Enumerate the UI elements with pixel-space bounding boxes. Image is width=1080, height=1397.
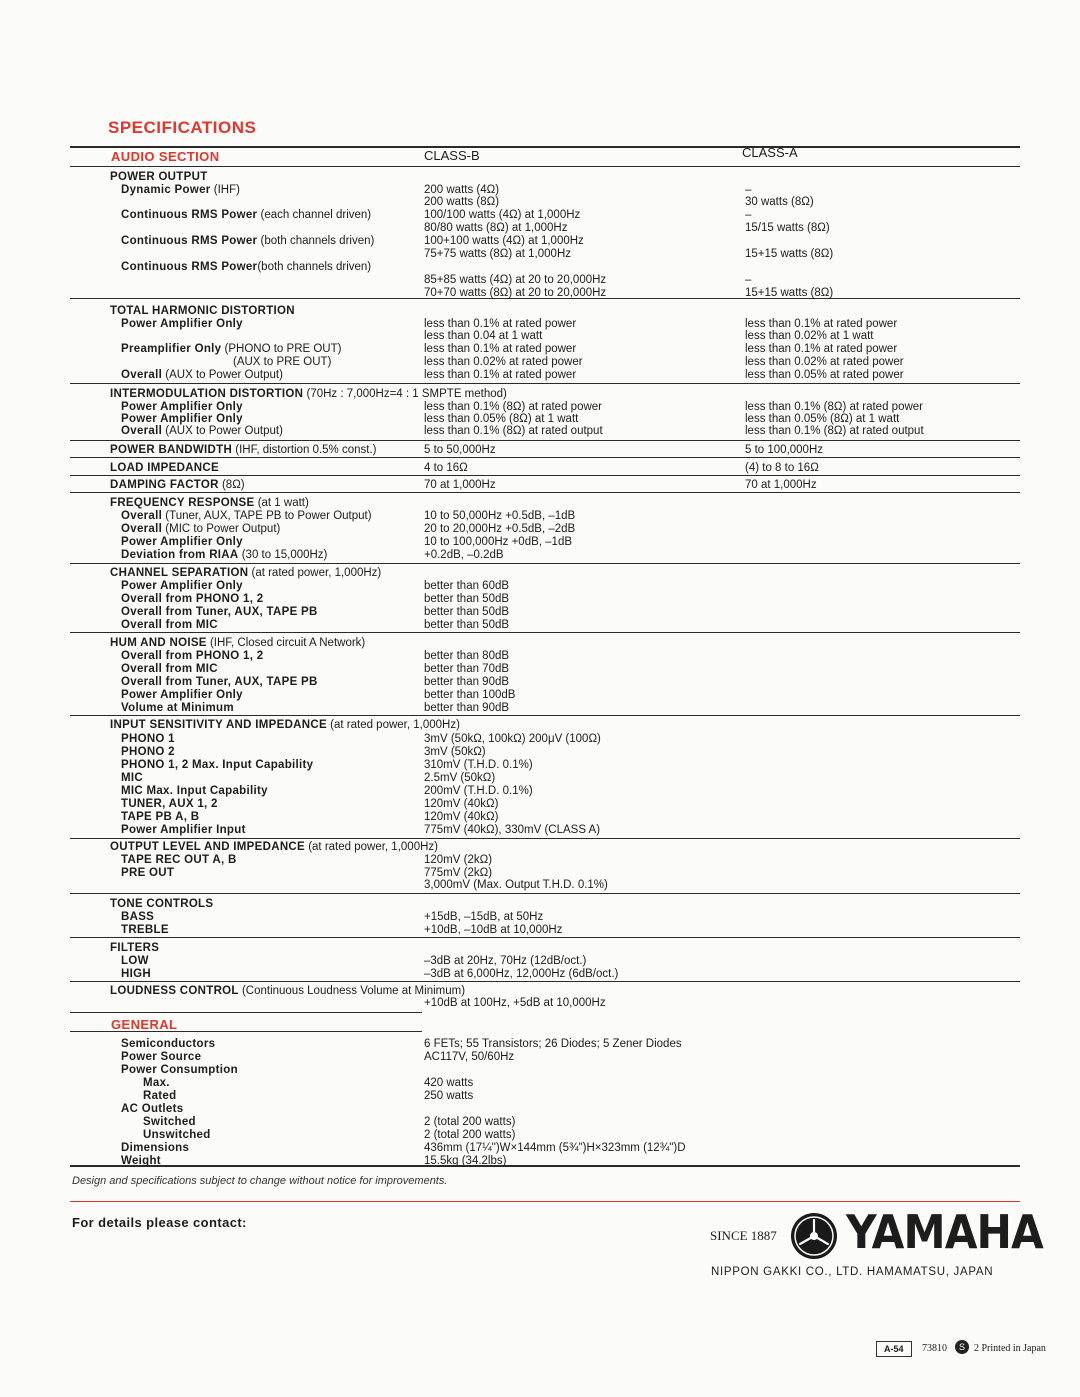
section-rule bbox=[70, 440, 1020, 441]
general-item-label: Weight bbox=[121, 1155, 161, 1167]
section-rule bbox=[70, 715, 1020, 716]
spec-item bbox=[121, 549, 327, 562]
spec-item-label: Overall from MIC bbox=[121, 663, 218, 675]
spec-item-label: Dynamic Power bbox=[121, 184, 211, 196]
section-rule bbox=[70, 632, 1020, 633]
spec-item bbox=[121, 510, 372, 523]
spec-item-label: PHONO 2 bbox=[121, 746, 175, 758]
class-b-value: better than 80dB bbox=[424, 650, 510, 662]
spec-heading-label: INTERMODULATION DISTORTION bbox=[110, 388, 304, 400]
spec-heading bbox=[110, 388, 507, 401]
audio-section-heading: AUDIO SECTION bbox=[111, 149, 220, 164]
general-rule bbox=[70, 1012, 422, 1013]
class-a-value: less than 0.1% at rated power bbox=[745, 343, 898, 355]
general-value: AC117V, 50/60Hz bbox=[424, 1051, 515, 1063]
spec-condition: (at rated power, 1,000Hz) bbox=[326, 719, 460, 731]
spec-item bbox=[121, 785, 268, 798]
yamaha-tuning-fork-logo-icon bbox=[790, 1212, 838, 1260]
spec-item bbox=[121, 824, 246, 837]
class-b-value: better than 50dB bbox=[424, 606, 510, 618]
class-b-value: +10dB at 100Hz, +5dB at 10,000Hz bbox=[424, 997, 606, 1009]
spec-item-label: Overall bbox=[121, 510, 163, 522]
class-b-value: better than 100dB bbox=[424, 689, 516, 701]
class-b-value: 310mV (T.H.D. 0.1%) bbox=[424, 759, 533, 771]
spec-condition: (Tuner, AUX, TAPE PB to Power Output) bbox=[162, 510, 372, 522]
contact-label: For details please contact: bbox=[72, 1215, 247, 1230]
spec-heading-label: POWER OUTPUT bbox=[110, 171, 208, 183]
general-value: 2 (total 200 watts) bbox=[424, 1129, 516, 1141]
spec-item bbox=[121, 318, 243, 331]
spec-condition: (70Hz : 7,000Hz=4 : 1 SMPTE method) bbox=[303, 388, 507, 400]
spec-item-label: Continuous RMS Power bbox=[121, 235, 258, 247]
general-item-label: Semiconductors bbox=[121, 1038, 216, 1050]
section-rule bbox=[70, 937, 1020, 938]
section-rule bbox=[70, 981, 1020, 982]
spec-heading-label: HUM AND NOISE bbox=[110, 637, 207, 649]
class-a-value: 5 to 100,000Hz bbox=[745, 444, 824, 456]
spec-item bbox=[121, 343, 341, 356]
spec-heading-label: POWER BANDWIDTH bbox=[110, 444, 233, 456]
spec-item-label: Power Amplifier Only bbox=[121, 536, 243, 548]
spec-item bbox=[121, 261, 371, 274]
spec-item bbox=[121, 911, 154, 924]
spec-item-label: Continuous RMS Power bbox=[121, 261, 258, 273]
class-a-value: less than 0.1% (8Ω) at rated power bbox=[745, 401, 923, 413]
spec-heading-label: OUTPUT LEVEL AND IMPEDANCE bbox=[110, 841, 306, 853]
spec-item bbox=[121, 209, 371, 222]
spec-condition: (IHF, Closed circuit A Network) bbox=[206, 637, 366, 649]
class-b-value: +10dB, –10dB at 10,000Hz bbox=[424, 924, 563, 936]
general-heading: GENERAL bbox=[111, 1017, 178, 1032]
spec-item bbox=[121, 676, 318, 689]
spec-condition: (IHF, distortion 0.5% const.) bbox=[232, 444, 377, 456]
spec-item-label: TAPE PB A, B bbox=[121, 811, 200, 823]
section-rule bbox=[70, 563, 1020, 564]
spec-item bbox=[121, 593, 263, 606]
class-b-value: less than 0.04 at 1 watt bbox=[424, 330, 543, 342]
general-item-label: Dimensions bbox=[121, 1142, 190, 1154]
spec-item-sub-label: (AUX to PRE OUT) bbox=[233, 356, 332, 368]
spec-heading bbox=[110, 898, 213, 911]
footer-number: 73810 bbox=[922, 1343, 947, 1354]
spec-heading-label: INPUT SENSITIVITY AND IMPEDANCE bbox=[110, 719, 327, 731]
section-rule bbox=[70, 475, 1020, 476]
spec-item-label: HIGH bbox=[121, 968, 151, 980]
spec-item-label: Continuous RMS Power bbox=[121, 209, 258, 221]
spec-item bbox=[121, 369, 283, 382]
spec-item-label: MIC bbox=[121, 772, 143, 784]
general-subitem-label: Max. bbox=[143, 1077, 170, 1089]
class-b-value: 2.5mV (50kΩ) bbox=[424, 772, 496, 784]
spec-item bbox=[121, 580, 243, 593]
general-item-label: AC Outlets bbox=[121, 1103, 184, 1115]
spec-condition: (8Ω) bbox=[218, 479, 245, 491]
page-title: SPECIFICATIONS bbox=[108, 118, 257, 137]
spec-item bbox=[121, 733, 175, 746]
class-b-value: better than 50dB bbox=[424, 593, 510, 605]
class-a-value: 15+15 watts (8Ω) bbox=[745, 287, 834, 299]
spec-heading bbox=[110, 479, 245, 492]
class-b-value: 775mV (2kΩ) bbox=[424, 867, 493, 879]
class-a-value: less than 0.02% at 1 watt bbox=[745, 330, 874, 342]
class-b-value: less than 0.1% (8Ω) at rated power bbox=[424, 401, 602, 413]
spec-item bbox=[121, 663, 218, 676]
spec-heading bbox=[110, 462, 219, 475]
class-b-value: less than 0.05% (8Ω) at 1 watt bbox=[424, 413, 579, 425]
footer-print-note: 2 Printed in Japan bbox=[974, 1343, 1046, 1354]
spec-item bbox=[121, 702, 234, 715]
class-a-value: less than 0.02% at rated power bbox=[745, 356, 904, 368]
class-b-value: 70 at 1,000Hz bbox=[424, 479, 496, 491]
spec-heading-label: DAMPING FACTOR bbox=[110, 479, 219, 491]
class-a-value: 70 at 1,000Hz bbox=[745, 479, 817, 491]
footer-code: A-54 bbox=[876, 1341, 912, 1357]
spec-item bbox=[121, 968, 151, 981]
spec-condition: (30 to 15,000Hz) bbox=[238, 549, 328, 561]
spec-item bbox=[121, 798, 218, 811]
class-b-value: 20 to 20,000Hz +0.5dB, –2dB bbox=[424, 523, 576, 535]
spec-item-label: Overall bbox=[121, 369, 163, 381]
spec-condition: (AUX to Power Output) bbox=[162, 425, 283, 437]
spec-item-label: Overall from Tuner, AUX, TAPE PB bbox=[121, 676, 318, 688]
class-b-value: less than 0.1% at rated power bbox=[424, 318, 577, 330]
spec-condition: (AUX to Power Output) bbox=[162, 369, 283, 381]
spec-item-label: BASS bbox=[121, 911, 155, 923]
spec-item bbox=[121, 924, 169, 937]
spec-heading bbox=[110, 305, 295, 318]
class-b-header: CLASS-B bbox=[424, 148, 480, 163]
spec-item-label: PHONO 1 bbox=[121, 733, 175, 745]
section-rule bbox=[70, 838, 1020, 839]
spec-heading bbox=[110, 942, 159, 955]
general-subitem-label: Unswitched bbox=[143, 1129, 211, 1141]
class-b-value: 120mV (40kΩ) bbox=[424, 798, 499, 810]
class-b-value: 120mV (2kΩ) bbox=[424, 854, 493, 866]
class-b-value: less than 0.1% at rated power bbox=[424, 369, 577, 381]
class-b-value: 10 to 100,000Hz +0dB, –1dB bbox=[424, 536, 573, 548]
spec-heading bbox=[110, 444, 377, 457]
class-b-value: 120mV (40kΩ) bbox=[424, 811, 499, 823]
spec-item-sub bbox=[233, 356, 331, 369]
spec-item bbox=[121, 606, 318, 619]
class-b-value: less than 0.1% (8Ω) at rated output bbox=[424, 425, 603, 437]
class-b-value: 5 to 50,000Hz bbox=[424, 444, 496, 456]
spec-heading-label: LOAD IMPEDANCE bbox=[110, 462, 219, 474]
general-subitem-label: Rated bbox=[143, 1090, 177, 1102]
spec-item bbox=[121, 746, 175, 759]
brand-logotype: YAMAHA bbox=[846, 1205, 1043, 1259]
spec-condition: (PHONO to PRE OUT) bbox=[221, 343, 342, 355]
spec-item-label: Overall bbox=[121, 523, 163, 535]
spec-item-label: Deviation from RIAA bbox=[121, 549, 239, 561]
spec-item-label: Overall from MIC bbox=[121, 619, 218, 631]
general-item-label: Power Consumption bbox=[121, 1064, 238, 1076]
spec-item bbox=[121, 689, 243, 702]
section-rule bbox=[70, 457, 1020, 458]
spec-heading bbox=[110, 719, 460, 732]
spec-item bbox=[121, 235, 374, 248]
class-b-value: +15dB, –15dB, at 50Hz bbox=[424, 911, 544, 923]
spec-item-label: Power Amplifier Only bbox=[121, 318, 243, 330]
spec-item bbox=[121, 536, 243, 549]
spec-heading bbox=[110, 841, 438, 854]
spec-item bbox=[121, 772, 143, 785]
spec-item-label: Power Amplifier Only bbox=[121, 689, 243, 701]
class-b-value: better than 60dB bbox=[424, 580, 510, 592]
spec-item-label: TREBLE bbox=[121, 924, 169, 936]
spec-item-label: PRE OUT bbox=[121, 867, 175, 879]
spec-item-label: Overall from Tuner, AUX, TAPE PB bbox=[121, 606, 318, 618]
class-b-value: 200 watts (4Ω) bbox=[424, 184, 500, 196]
spec-heading-label: FILTERS bbox=[110, 942, 160, 954]
spec-heading bbox=[110, 567, 381, 580]
general-subitem-label: Switched bbox=[143, 1116, 196, 1128]
spec-item bbox=[121, 619, 218, 632]
spec-item-label: TUNER, AUX 1, 2 bbox=[121, 798, 218, 810]
class-b-value: better than 70dB bbox=[424, 663, 510, 675]
spec-item-label: TAPE REC OUT A, B bbox=[121, 854, 237, 866]
class-b-value: 100+100 watts (4Ω) at 1,000Hz bbox=[424, 235, 584, 247]
disclaimer-note: Design and specifications subject to change without notice for improvements. bbox=[72, 1175, 448, 1187]
spec-item bbox=[121, 523, 280, 536]
spec-item bbox=[121, 854, 237, 867]
class-a-value: 15+15 watts (8Ω) bbox=[745, 248, 834, 260]
class-b-value: –3dB at 20Hz, 70Hz (12dB/oct.) bbox=[424, 955, 587, 967]
spec-heading bbox=[110, 171, 208, 184]
spec-item bbox=[121, 867, 174, 880]
spec-item bbox=[121, 759, 313, 772]
class-a-value: – bbox=[745, 274, 752, 286]
spec-condition: (at rated power, 1,000Hz) bbox=[305, 841, 438, 853]
class-b-value: 3mV (50kΩ, 100kΩ) 200μV (100Ω) bbox=[424, 733, 601, 745]
section-rule bbox=[70, 383, 1020, 384]
red-rule bbox=[70, 1201, 1020, 1202]
class-b-value: better than 90dB bbox=[424, 702, 510, 714]
class-b-value: less than 0.1% at rated power bbox=[424, 343, 577, 355]
spec-item-label: Overall bbox=[121, 425, 163, 437]
class-a-header: CLASS-A bbox=[742, 145, 798, 160]
spec-item bbox=[121, 650, 263, 663]
general-value: 15.5kg (34.2lbs) bbox=[424, 1155, 507, 1167]
class-b-value: 3,000mV (Max. Output T.H.D. 0.1%) bbox=[424, 879, 608, 891]
spec-item bbox=[121, 425, 283, 438]
spec-item-label: Power Amplifier Only bbox=[121, 580, 243, 592]
class-a-value: less than 0.1% at rated power bbox=[745, 318, 898, 330]
class-b-value: less than 0.02% at rated power bbox=[424, 356, 583, 368]
spec-heading-label: LOUDNESS CONTROL bbox=[110, 985, 239, 997]
spec-condition: (IHF) bbox=[210, 184, 240, 196]
class-b-value: 80/80 watts (8Ω) at 1,000Hz bbox=[424, 222, 568, 234]
spec-item bbox=[121, 811, 199, 824]
class-b-value: 775mV (40kΩ), 330mV (CLASS A) bbox=[424, 824, 601, 836]
class-a-value: 30 watts (8Ω) bbox=[745, 196, 814, 208]
top-rule bbox=[70, 146, 1020, 148]
class-b-value: 3mV (50kΩ) bbox=[424, 746, 486, 758]
spec-item-label: Power Amplifier Only bbox=[121, 413, 243, 425]
class-b-value: 70+70 watts (8Ω) at 20 to 20,000Hz bbox=[424, 287, 607, 299]
spec-condition: (MIC to Power Output) bbox=[162, 523, 281, 535]
spec-condition: (at rated power, 1,000Hz) bbox=[248, 567, 382, 579]
spec-item-label: Power Amplifier Input bbox=[121, 824, 246, 836]
spec-heading-label: TONE CONTROLS bbox=[110, 898, 214, 910]
spec-item bbox=[121, 955, 149, 968]
spec-condition: (at 1 watt) bbox=[254, 497, 309, 509]
class-a-value: 15/15 watts (8Ω) bbox=[745, 222, 830, 234]
section-rule bbox=[70, 893, 1020, 894]
general-value: 6 FETs; 55 Transistors; 26 Diodes; 5 Zener Diodes bbox=[424, 1038, 682, 1050]
spec-item bbox=[121, 184, 240, 197]
class-a-value: – bbox=[745, 209, 752, 221]
class-b-value: better than 90dB bbox=[424, 676, 510, 688]
bottom-rule bbox=[70, 1165, 1020, 1167]
class-b-value: –3dB at 6,000Hz, 12,000Hz (6dB/oct.) bbox=[424, 968, 619, 980]
class-a-value: less than 0.05% at rated power bbox=[745, 369, 904, 381]
class-b-value: 100/100 watts (4Ω) at 1,000Hz bbox=[424, 209, 581, 221]
general-item-label: Power Source bbox=[121, 1051, 202, 1063]
class-b-value: 10 to 50,000Hz +0.5dB, –1dB bbox=[424, 510, 576, 522]
spec-item-label: Preamplifier Only bbox=[121, 343, 222, 355]
class-b-value: 200mV (T.H.D. 0.1%) bbox=[424, 785, 533, 797]
class-b-value: 200 watts (8Ω) bbox=[424, 196, 500, 208]
class-b-value: +0.2dB, –0.2dB bbox=[424, 549, 504, 561]
spec-item-label: PHONO 1, 2 Max. Input Capability bbox=[121, 759, 314, 771]
company-name: NIPPON GAKKI CO., LTD. HAMAMATSU, JAPAN bbox=[711, 1266, 994, 1278]
since-text: SINCE 1887 bbox=[710, 1228, 777, 1243]
spec-heading-label: FREQUENCY RESPONSE bbox=[110, 497, 255, 509]
general-value: 2 (total 200 watts) bbox=[424, 1116, 516, 1128]
spec-item-label: Overall from PHONO 1, 2 bbox=[121, 650, 264, 662]
class-a-value: less than 0.1% (8Ω) at rated output bbox=[745, 425, 924, 437]
general-value: 436mm (17¼")W×144mm (5¾")H×323mm (12¾")D bbox=[424, 1142, 686, 1154]
spec-item-label: Overall from PHONO 1, 2 bbox=[121, 593, 264, 605]
spec-condition: (both channels driven) bbox=[257, 235, 375, 247]
spec-item-label: Volume at Minimum bbox=[121, 702, 234, 714]
spec-condition: (Continuous Loudness Volume at Minimum) bbox=[238, 985, 466, 997]
header-rule bbox=[70, 166, 1020, 167]
general-value: 420 watts bbox=[424, 1077, 474, 1089]
class-a-value: less than 0.05% (8Ω) at 1 watt bbox=[745, 413, 900, 425]
spec-condition: (each channel driven) bbox=[257, 209, 372, 221]
class-a-value: (4) to 8 to 16Ω bbox=[745, 462, 819, 474]
spec-heading-label: CHANNEL SEPARATION bbox=[110, 567, 249, 579]
spec-item-label: Power Amplifier Only bbox=[121, 401, 243, 413]
spec-item-label: MIC Max. Input Capability bbox=[121, 785, 268, 797]
general-value: 250 watts bbox=[424, 1090, 474, 1102]
spec-heading bbox=[110, 637, 365, 650]
spec-condition: (both channels driven) bbox=[257, 261, 372, 273]
class-b-value: 4 to 16Ω bbox=[424, 462, 468, 474]
class-b-value: better than 50dB bbox=[424, 619, 510, 631]
class-b-value: 75+75 watts (8Ω) at 1,000Hz bbox=[424, 248, 571, 260]
class-b-value: 85+85 watts (4Ω) at 20 to 20,000Hz bbox=[424, 274, 607, 286]
spec-item-label: LOW bbox=[121, 955, 149, 967]
spec-heading-label: TOTAL HARMONIC DISTORTION bbox=[110, 305, 295, 317]
class-a-value: – bbox=[745, 184, 752, 196]
spec-heading bbox=[110, 497, 309, 510]
section-rule bbox=[70, 492, 1020, 493]
spec-heading bbox=[110, 985, 465, 998]
footer-symbol-icon: S bbox=[955, 1340, 969, 1354]
